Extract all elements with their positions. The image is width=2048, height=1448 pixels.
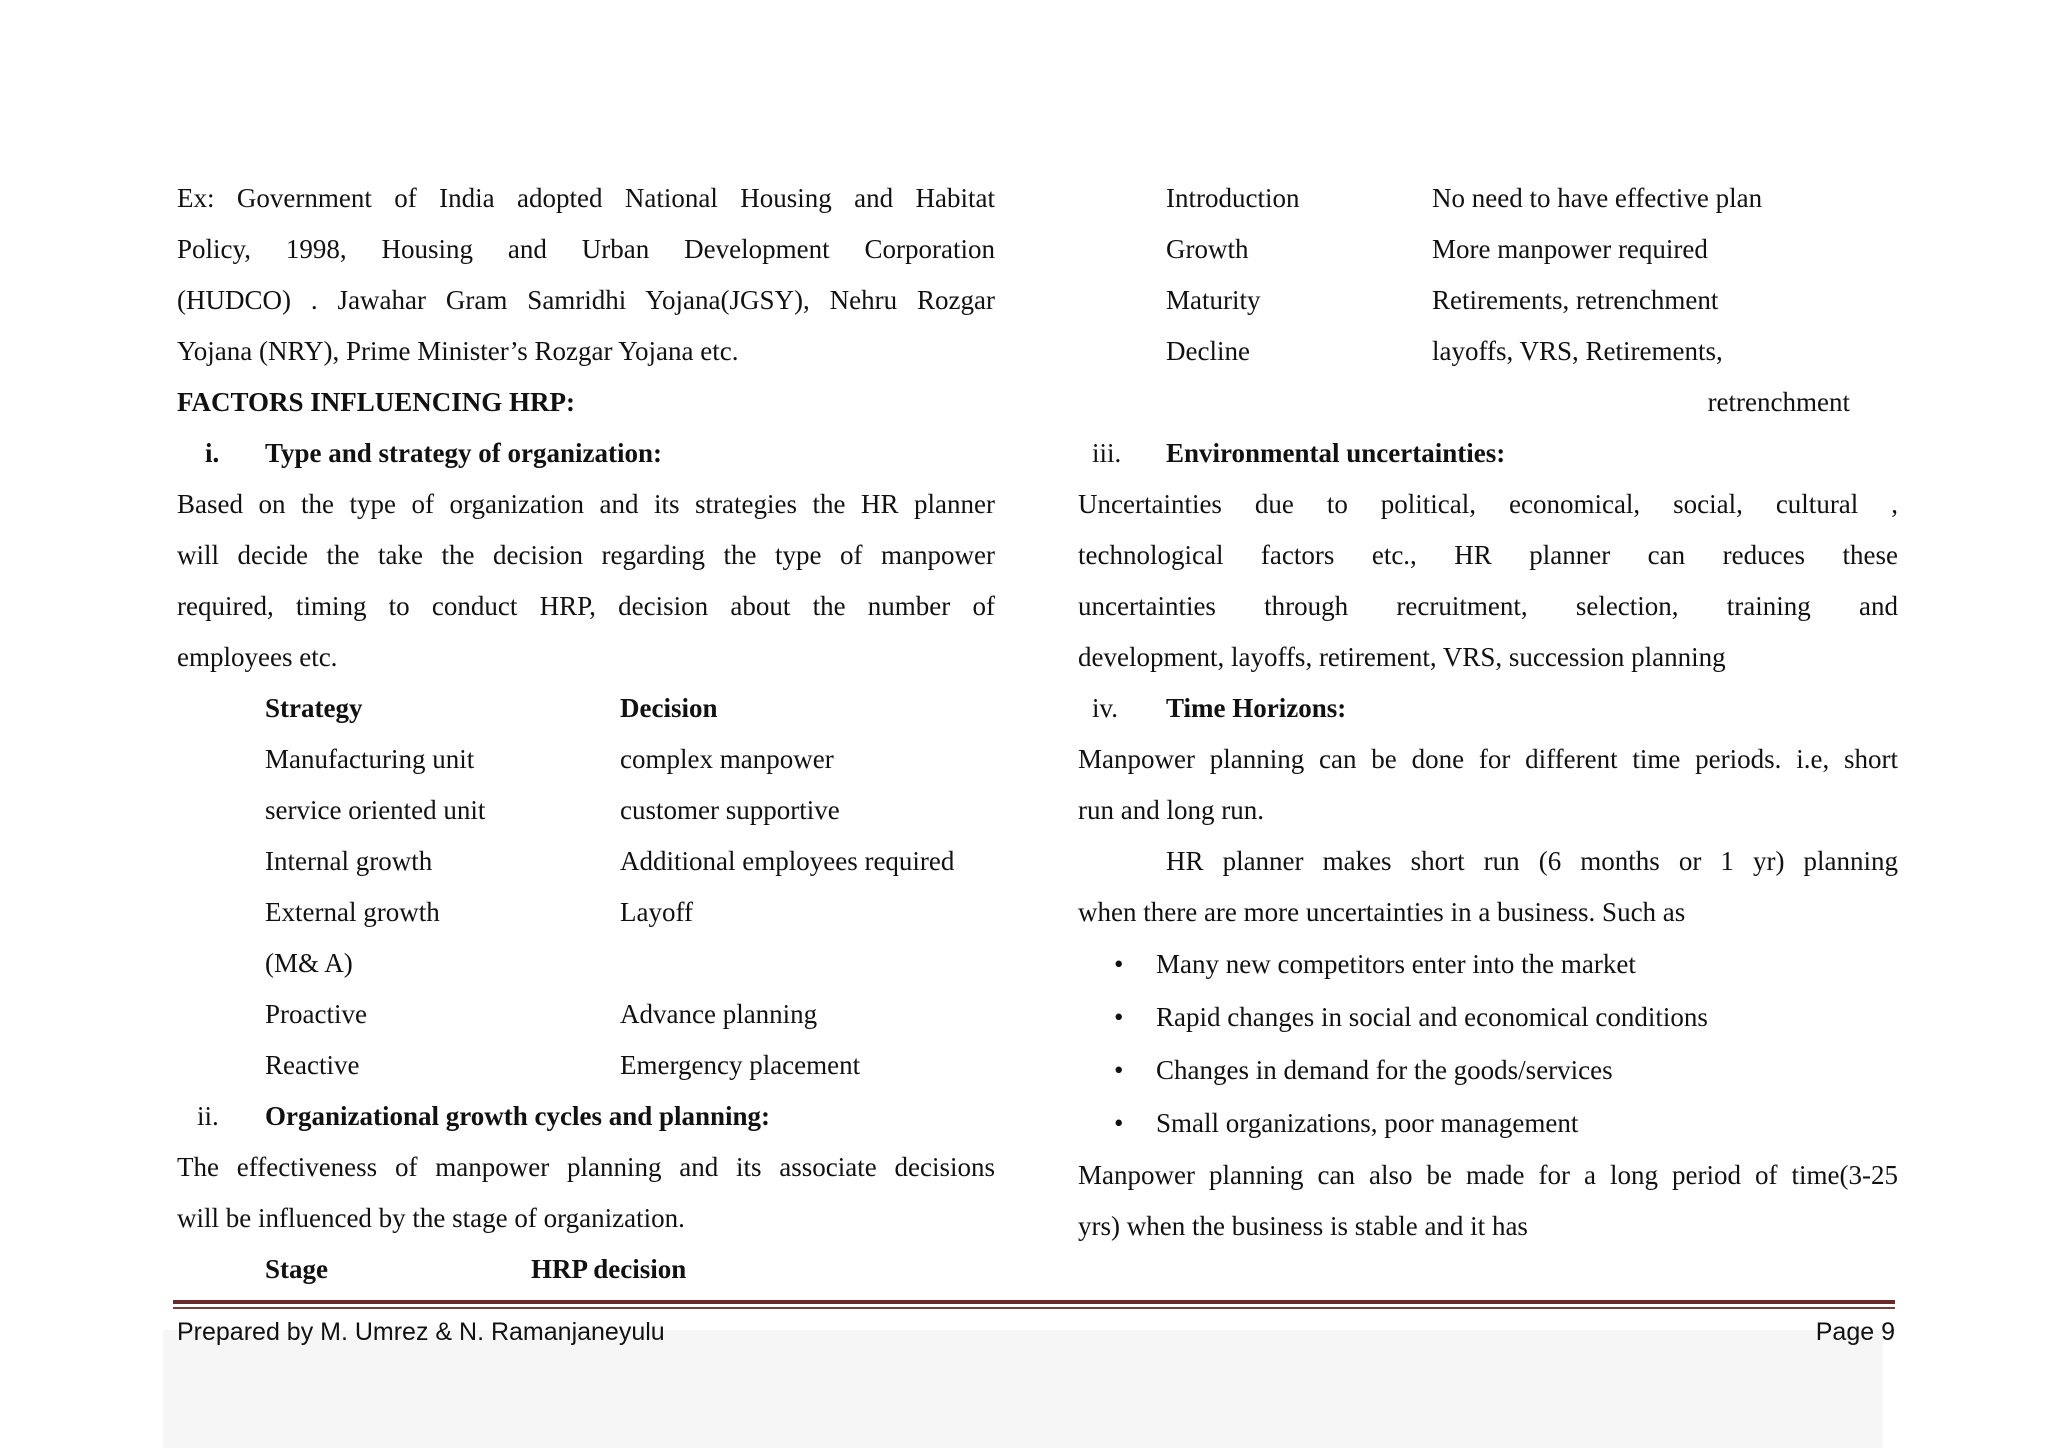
- bullet-icon: •: [1114, 1002, 1124, 1032]
- bullet-text: Small organizations, poor management: [1156, 1108, 1579, 1138]
- header-strategy: Strategy: [265, 693, 363, 723]
- paragraph-line: required, timing to conduct HRP, decision about the number of: [177, 591, 995, 621]
- table-row: [177, 989, 995, 1040]
- table-cell: Manufacturing unit: [265, 744, 475, 774]
- table-cell: layoffs, VRS, Retirements,: [1432, 336, 1723, 366]
- table-cell: service oriented unit: [265, 795, 486, 825]
- bullet-text: Many new competitors enter into the market: [1156, 949, 1636, 979]
- list-number: i.: [205, 438, 220, 468]
- paragraph-line: Ex: Government of India adopted National Housing and Habitat: [177, 183, 995, 213]
- list-number: iii.: [1092, 438, 1122, 468]
- list-title: Organizational growth cycles and planning:: [265, 1101, 771, 1131]
- stage-table-header: [177, 1244, 995, 1295]
- bullet-icon: •: [1114, 1108, 1124, 1138]
- table-row: [1078, 275, 1898, 326]
- table-cell: Introduction: [1166, 183, 1300, 213]
- table-cell: customer supportive: [620, 795, 840, 825]
- paragraph-line: Uncertainties due to political, economical, social, cultural ,: [1078, 489, 1898, 519]
- table-cell: More manpower required: [1432, 234, 1708, 264]
- list-number: ii.: [197, 1101, 219, 1131]
- table-row: [1078, 173, 1898, 224]
- table-cell: Additional employees required: [620, 846, 955, 876]
- list-item-heading: [177, 428, 995, 479]
- table-cell: External growth: [265, 897, 440, 927]
- paragraph-line: yrs) when the business is stable and it has: [1078, 1211, 1528, 1241]
- table-cell-continuation: retrenchment: [1707, 387, 1850, 417]
- list-title: Type and strategy of organization:: [265, 438, 662, 468]
- table-cell: Decline: [1166, 336, 1250, 366]
- list-item: [1078, 938, 1898, 991]
- list-item-heading: [177, 1091, 995, 1142]
- paragraph-line: technological factors etc., HR planner can reduces these: [1078, 540, 1898, 570]
- paragraph-line: development, layoffs, retirement, VRS, succession planning: [1078, 642, 1726, 672]
- table-row: [177, 785, 995, 836]
- table-cell: Layoff: [620, 897, 693, 927]
- table-row: [1078, 326, 1898, 377]
- header-stage: Stage: [265, 1254, 328, 1284]
- list-item: [1078, 1097, 1898, 1150]
- table-cell: Internal growth: [265, 846, 433, 876]
- table-cell: Retirements, retrenchment: [1432, 285, 1719, 315]
- table-row: [177, 887, 995, 938]
- paragraph-line: will be influenced by the stage of organization.: [177, 1203, 685, 1233]
- paragraph-line: when there are more uncertainties in a business. Such as: [1078, 897, 1686, 927]
- paragraph-line: Manpower planning can be done for different time periods. i.e, short: [1078, 744, 1898, 774]
- list-number: iv.: [1092, 693, 1118, 723]
- table-cell: Proactive: [265, 999, 367, 1029]
- list-item: [1078, 991, 1898, 1044]
- table-cell: Emergency placement: [620, 1050, 861, 1080]
- table-cell: complex manpower: [620, 744, 834, 774]
- table-row: [1078, 224, 1898, 275]
- footer-rule: [173, 1300, 1895, 1304]
- list-item: [1078, 1044, 1898, 1097]
- table-row: [177, 836, 995, 887]
- left-column: [177, 173, 995, 1295]
- table-cell: Growth: [1166, 234, 1249, 264]
- bullet-text: Rapid changes in social and economical conditions: [1156, 1002, 1708, 1032]
- list-title: Time Horizons:: [1166, 693, 1347, 723]
- table-row: [177, 734, 995, 785]
- table-cell: Advance planning: [620, 999, 818, 1029]
- table-row: [177, 1040, 995, 1091]
- table-row: [177, 938, 995, 989]
- paragraph-line: The effectiveness of manpower planning and its associate decisions: [177, 1152, 995, 1182]
- bullet-text: Changes in demand for the goods/services: [1156, 1055, 1613, 1085]
- bullet-icon: •: [1114, 949, 1124, 979]
- paragraph-line: employees etc.: [177, 642, 338, 672]
- list-title: Environmental uncertainties:: [1166, 438, 1506, 468]
- paragraph-line: will decide the take the decision regarding the type of manpower: [177, 540, 995, 570]
- table-cell: Reactive: [265, 1050, 360, 1080]
- table-cell: Maturity: [1166, 285, 1261, 315]
- strategy-table-header: [177, 683, 995, 734]
- header-hrp-decision: HRP decision: [531, 1254, 687, 1284]
- footer-author: Prepared by M. Umrez & N. Ramanjaneyulu: [177, 1318, 665, 1346]
- paragraph-line: Yojana (NRY), Prime Minister’s Rozgar Yojana etc.: [177, 336, 739, 366]
- list-item-heading: [1078, 683, 1898, 734]
- right-column: [1078, 173, 1898, 1252]
- table-cell: (M& A): [265, 948, 353, 978]
- paragraph-line: uncertainties through recruitment, selection, training and: [1078, 591, 1898, 621]
- paragraph-line: Policy, 1998, Housing and Urban Development Corporation: [177, 234, 995, 264]
- list-item-heading: [1078, 428, 1898, 479]
- paragraph-line: HR planner makes short run (6 months or 1 yr) planning: [1166, 846, 1898, 876]
- paragraph-line: Manpower planning can also be made for a long period of time(3-25: [1078, 1160, 1898, 1190]
- bullet-icon: •: [1114, 1055, 1124, 1085]
- table-cell: No need to have effective plan: [1432, 183, 1763, 213]
- paragraph-line: (HUDCO) . Jawahar Gram Samridhi Yojana(JGSY), Nehru Rozgar: [177, 285, 995, 315]
- paragraph-line: Based on the type of organization and its strategies the HR planner: [177, 489, 995, 519]
- footer-rule-thin: [173, 1307, 1895, 1309]
- section-heading: FACTORS INFLUENCING HRP:: [177, 387, 576, 417]
- paragraph-line: run and long run.: [1078, 795, 1264, 825]
- header-decision: Decision: [620, 693, 718, 723]
- page-number: Page 9: [1815, 1318, 1895, 1346]
